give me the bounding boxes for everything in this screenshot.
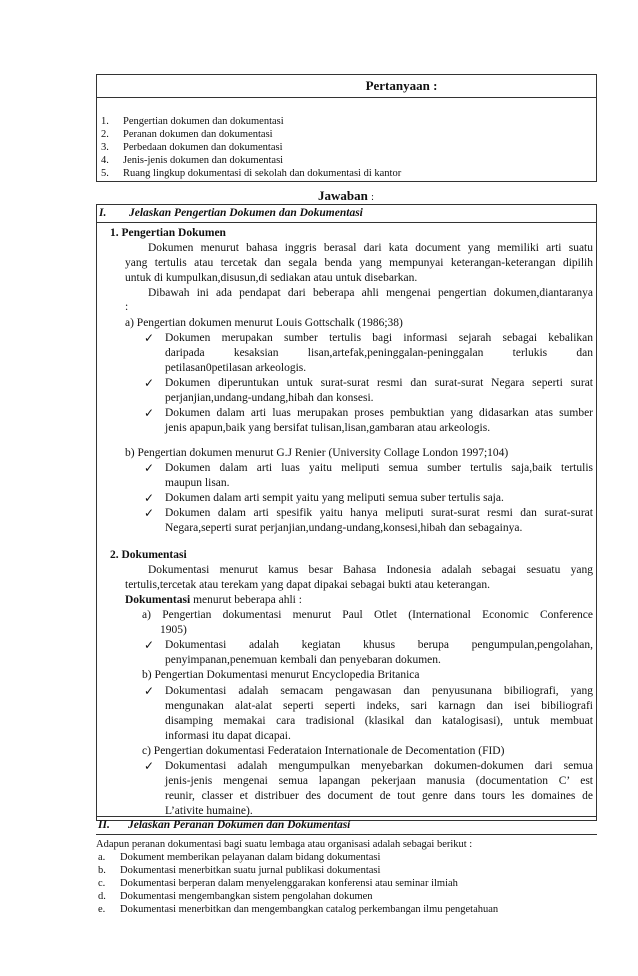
jawaban-heading: Jawaban : <box>318 188 374 203</box>
list-item: c. Dokumentasi berperan dalam menyelenggarakan konferensi atau seminar ilmiah <box>98 878 458 889</box>
paragraph-line: Dokumen diperuntukan untuk surat-surat resmi dan surat-surat Negara seperti surat <box>165 377 593 389</box>
paragraph-line: Dokumentasi adalah semacam pengawasan dan penyusunana bibiliografi, yang <box>165 685 593 697</box>
subheading-b: b) Pengertian dokumen menurut G.J Renier (University Collage London 1997;104) <box>125 447 509 459</box>
paragraph-line: untuk di kumpulkan,disusun,di sediakan atau untuk disebarkan. <box>125 272 418 284</box>
dokumen-heading: 1. Pengertian Dokumen <box>110 227 226 239</box>
paragraph-line: Dokumen dalam arti luas merupakan proses pembuktian yang didasarkan atas sumber <box>165 407 593 419</box>
list-item: b. Dokumentasi menerbitkan suatu jurnal publikasi dokumentasi <box>98 865 381 876</box>
questions-list <box>97 115 401 180</box>
list-item: 4. Jenis-jenis dokumen dan dokumentasi <box>101 155 284 166</box>
list-item: 5. Ruang lingkup dokumentasi di sekolah dan dokumentasi di kantor <box>101 168 402 179</box>
paragraph-line: L’ativite humaine). <box>165 805 253 817</box>
section-1-heading: I. Jelaskan Pengertian Dokumen dan Dokumentasi <box>97 204 596 223</box>
paragraph-line: Dokumen dalam arti sempit yaitu yang meliputi semua suber tertulis saja. <box>165 492 504 504</box>
paragraph-line: 1905) <box>160 624 187 636</box>
paragraph-line: daripada kesaksian lisan,artefak,peninggalan-peninggalan terlukis dan <box>165 347 593 359</box>
paragraph-line: penyimpanan,penemuan kembali dan penyebaran dokumen. <box>165 654 441 666</box>
check-icon: ✓ <box>144 491 155 505</box>
paragraph-line: mengunakan alat-alat seperti seperti indeks, sari karnagn dan isei bibiliografi <box>165 700 593 712</box>
check-icon: ✓ <box>144 684 155 698</box>
paragraph-line: jenis-jenis mengenai semua lapangan pekerjaan manusia (documentation C’ est <box>165 775 593 787</box>
subheading-a: a) Pengertian dokumen menurut Louis Gottschalk (1986;38) <box>125 317 403 329</box>
check-icon: ✓ <box>144 638 155 652</box>
questions-box <box>96 74 597 182</box>
section-2 <box>96 816 597 836</box>
paragraph-line: Dokumentasi menurut beberapa ahli : <box>125 594 302 606</box>
subheading-b: b) Pengertian Dokumentasi menurut Encyclopedia Britanica <box>142 669 420 681</box>
paragraph-line: Dokumentasi adalah kegiatan khusus berupa pengumpulan,pengolahan, <box>165 639 593 651</box>
paragraph-line: Dokumen menurut bahasa inggris berasal dari kata document yang memiliki arti suatu <box>148 242 593 254</box>
paragraph-line: Negara,seperti surat perjanjian,undang-undang,konsesi,hibah dan sebagainya. <box>165 522 523 534</box>
paragraph-line: disamping memakai cara tradisional (klasikal dan katalogisasi), untuk membuat <box>165 715 593 727</box>
list-item: d. Dokumentasi mengembangkan sistem pengolahan dokumen <box>98 891 373 902</box>
subheading-a: a) Pengertian dokumentasi menurut Paul Otlet (International Economic Conference <box>142 609 593 621</box>
paragraph-line: yang tertulis atau tercetak dan segala benda yang mempunyai keterangan-keterangan dipilih <box>125 257 593 269</box>
dokumentasi-heading: 2. Dokumentasi <box>110 549 187 561</box>
list-item: 1. Pengertian dokumen dan dokumentasi <box>101 116 284 127</box>
check-icon: ✓ <box>144 461 155 475</box>
paragraph-line: reunir, classer et distribuer des document de tout genre dans tours les domaines de <box>165 790 593 802</box>
check-icon: ✓ <box>144 331 155 345</box>
check-icon: ✓ <box>144 759 155 773</box>
questions-title: Pertanyaan : <box>97 75 596 98</box>
paragraph-line: Dokumen dalam arti spesifik yaitu hanya meliputi surat-surat resmi dan surat-surat <box>165 507 593 519</box>
paragraph-line: maupun lisan. <box>165 477 230 489</box>
paragraph-line: Dokumentasi adalah mengumpulkan menyebarkan dokumen-dokumen dari semua <box>165 760 593 772</box>
paragraph-line: Dokumen dalam arti luas yaitu meliputi semua sumber tertulis saja,baik tertulis <box>165 462 593 474</box>
section-2-heading: II. Jelaskan Peranan Dokumen dan Dokumentasi <box>96 816 597 835</box>
paragraph-line: jenis apapun,baik yang bersifat tulisan,lisan,gambaran atau arkeologis. <box>165 422 491 434</box>
list-item: 3. Perbedaan dokumen dan dokumentasi <box>101 142 283 153</box>
paragraph-line: : <box>125 301 129 313</box>
paragraph-line: Dibawah ini ada pendapat dari beberapa ahli mengenai pengertian dokumen,diantaranya <box>148 287 593 299</box>
paragraph-line: perjanjian,undang-undang,hibah dan konsesi. <box>165 392 374 404</box>
check-icon: ✓ <box>144 506 155 520</box>
paragraph-line: Dokumentasi menurut kamus besar Bahasa Indonesia adalah sebagai sesuatu yang <box>148 564 593 576</box>
list-item: 2. Peranan dokumen dan dokumentasi <box>101 129 273 140</box>
paragraph-line: petilasan0petilasan arkeologis. <box>165 362 307 374</box>
check-icon: ✓ <box>144 376 155 390</box>
list-item: e. Dokumentasi menerbitkan dan mengembangkan catalog perkembangan ilmu pengetahuan <box>98 904 499 915</box>
subheading-c: c) Pengertian dokumentasi Federataion Internationale de Decomentation (FID) <box>142 745 505 757</box>
section-2-intro: Adapun peranan dokumentasi bagi suatu lembaga atau organisasi adalah sebagai berikut : <box>96 839 473 850</box>
list-item: a. Dokument memberikan pelayanan dalam bidang dokumentasi <box>98 852 381 863</box>
paragraph-line: Dokumen merupakan sumber tertulis bagi informasi sejarah sebagai kebalikan <box>165 332 593 344</box>
check-icon: ✓ <box>144 406 155 420</box>
paragraph-line: informasi itu dapat dicapai. <box>165 730 291 742</box>
paragraph-line: tertulis,tercetak atau terekam yang dapat dipakai sebagai bukti atau keterangan. <box>125 579 490 591</box>
